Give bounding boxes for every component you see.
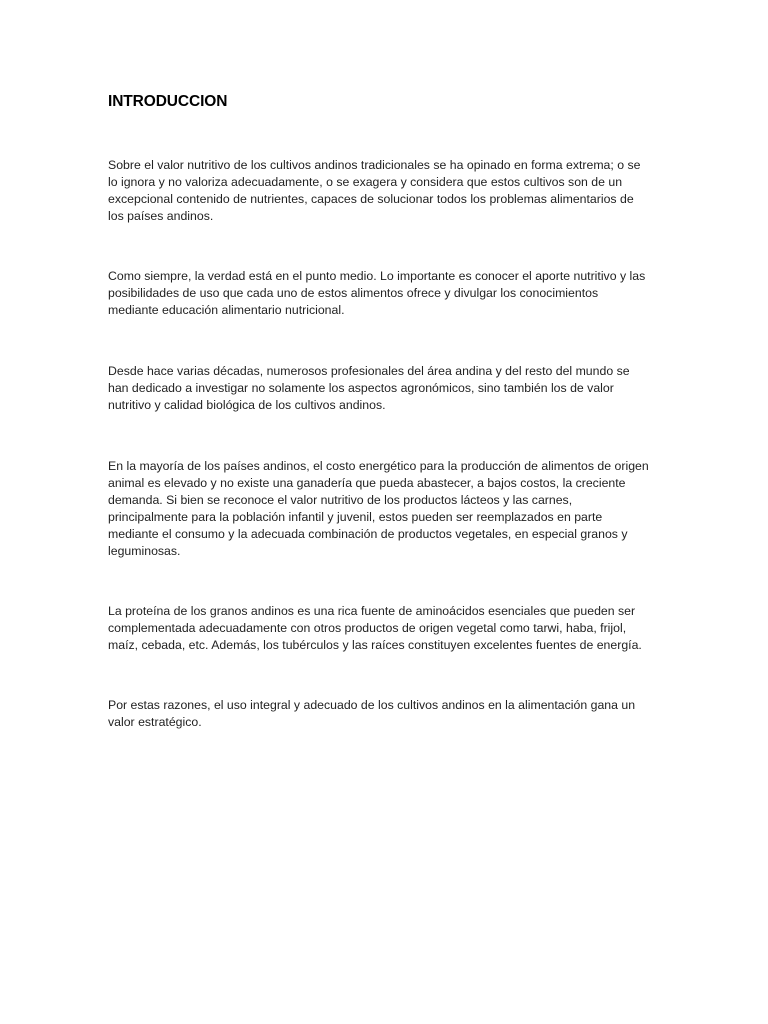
paragraph-5: La proteína de los granos andinos es una rica fuente de aminoácidos esenciales que pueden ser complementada adecuadamente con otros productos de origen vegetal como tarwi, haba, frijol, maíz, cebada, etc. Además, los tubérculos y las raíces constituyen excelentes fuentes de energía. xyxy=(108,604,642,652)
paragraph-2: Como siempre, la verdad está en el punto medio. Lo importante es conocer el aporte nutritivo y las posibilidades de uso que cada uno de estos alimentos ofrece y divulgar los conocimientos mediante educación alimentario nutricional. xyxy=(108,269,646,317)
paragraph-3: Desde hace varias décadas, numerosos profesionales del área andina y del resto del mundo se han dedicado a investigar no solamente los aspectos agronómicos, sino también los de valor nutritivo y calidad biológica de los cultivos andinos. xyxy=(108,364,630,412)
paragraph-1: Sobre el valor nutritivo de los cultivos andinos tradicionales se ha opinado en forma extrema; o se lo ignora y no valoriza adecuadamente, o se exagera y considera que estos cultivos son de un excepcional contenido de nutrientes, capaces de solucionar todos los problemas alimentarios de los países andinos. xyxy=(108,158,641,223)
paragraph-4: En la mayoría de los países andinos, el costo energético para la producción de alimentos de origen animal es elevado y no existe una ganadería que pueda abastecer, a bajos costos, la creciente demanda. Si bien se reconoce el valor nutritivo de los productos lácteos y las carnes, principalmente para la población infantil y juvenil, estos pueden ser reemplazados en parte mediante el consumo y la adecuada combinación de productos vegetales, en especial granos y leguminosas. xyxy=(108,459,649,558)
page-title: INTRODUCCION xyxy=(108,93,228,110)
paragraph-6: Por estas razones, el uso integral y adecuado de los cultivos andinos en la alimentación gana un valor estratégico. xyxy=(108,698,636,729)
